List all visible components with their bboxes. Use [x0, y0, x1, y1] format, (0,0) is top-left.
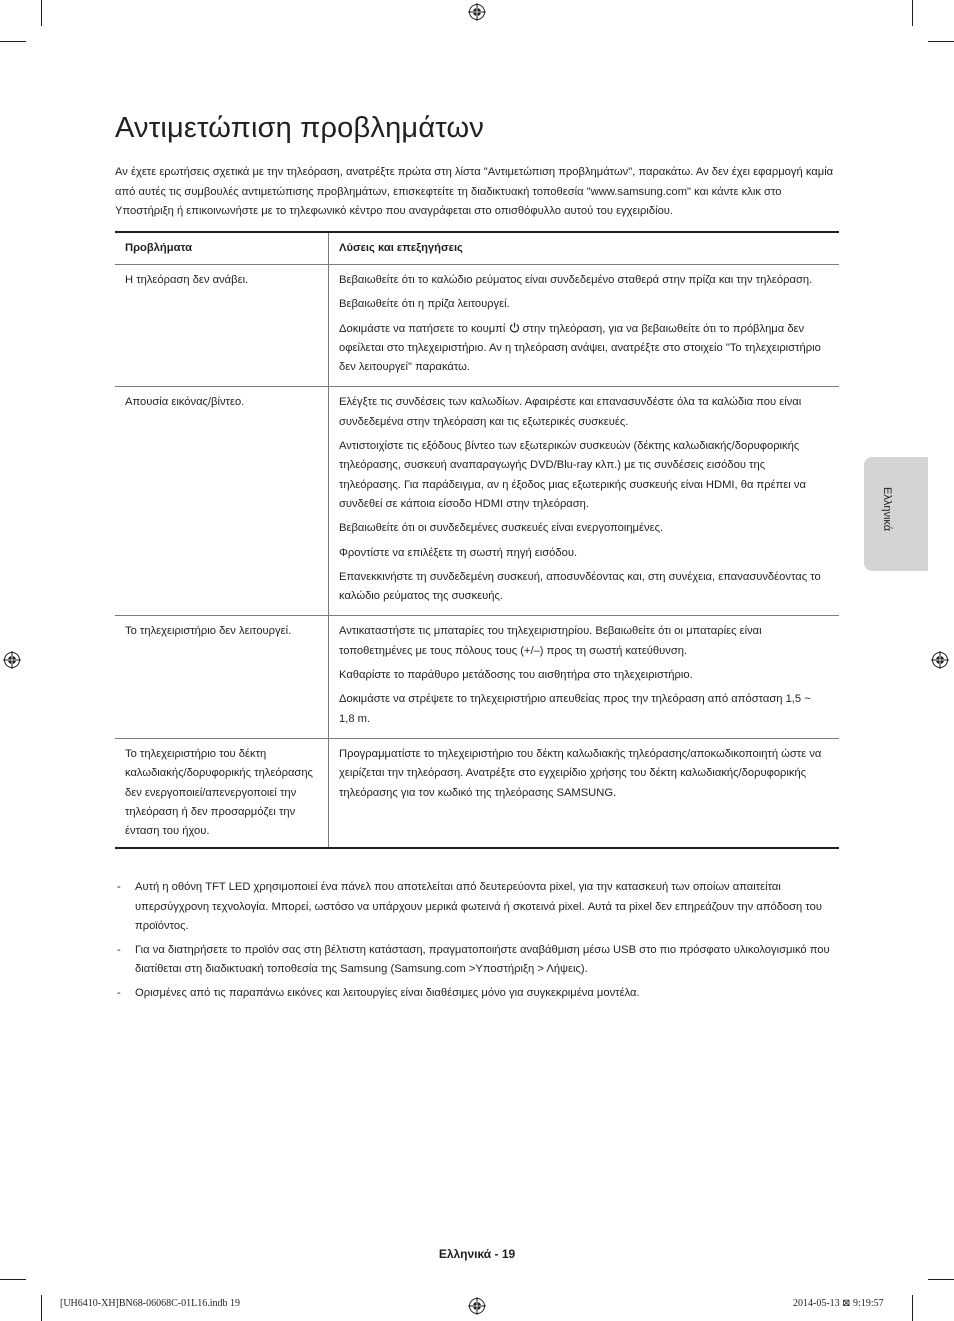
crop-mark	[912, 1295, 913, 1321]
problem-cell: Το τηλεχειριστήριο του δέκτη καλωδιακής/δορυφορικής τηλεόρασης δεν ενεργοποιεί/απενεργοποιεί την τηλεόραση ή δεν προσαρμόζει την ένταση του ήχου.	[115, 738, 329, 848]
solutions-cell	[329, 265, 840, 387]
table-row	[115, 738, 839, 848]
page-footer: Ελληνικά - 19	[438, 1247, 516, 1261]
note-item	[115, 941, 840, 980]
note-text: Ορισμένες από τις παραπάνω εικόνες και λειτουργίες είναι διαθέσιμες μόνο για συγκεκριμένα μοντέλα.	[135, 986, 640, 999]
problem-cell: Η τηλεόραση δεν ανάβει.	[115, 265, 329, 387]
solution-text: Ελέγξτε τις συνδέσεις των καλωδίων. Αφαιρέστε και επανασυνδέστε όλα τα καλώδια που είναι συνδεδεμένα στην τηλεόραση και τις εξωτερικές συσκευές.	[339, 396, 802, 428]
column-header-problems: Προβλήματα	[115, 232, 329, 265]
crop-mark	[0, 41, 26, 42]
registration-mark-icon	[931, 651, 949, 669]
print-slug-file: [UH6410-XH]BN68-06068C-01L16.indb 19	[60, 1298, 240, 1309]
crop-mark	[41, 1295, 42, 1321]
table-row	[115, 616, 839, 738]
problem-cell: Απουσία εικόνας/βίντεο.	[115, 387, 329, 616]
troubleshooting-table	[115, 231, 839, 849]
solution-text: Αντιστοιχίστε τις εξόδους βίντεο των εξωτερικών συσκευών (δέκτης καλωδιακής/δορυφορικής τηλεόρασης, συσκευή αναπαραγωγής DVD/Blu-ray κλπ.) με τις συνδέσεις εισόδου της τηλεόρασης. Για παράδειγμα, αν η έξοδος μιας εξωτερικής συσκευής είναι HDMI, θα πρέπει να συνδεθεί σε κάποια είσοδο HDMI στην τηλεόραση.	[339, 440, 806, 510]
page-title: Αντιμετώπιση προβλημάτων	[115, 112, 485, 144]
crop-mark	[912, 0, 913, 26]
table-row	[115, 387, 839, 616]
crop-mark	[41, 0, 42, 26]
column-header-solutions: Λύσεις και επεξηγήσεις	[329, 232, 840, 265]
crop-mark	[0, 1279, 26, 1280]
registration-mark-icon	[468, 3, 486, 21]
solution-text: Φροντίστε να επιλέξετε τη σωστή πηγή εισόδου.	[339, 546, 578, 559]
notes-list	[115, 878, 840, 1007]
table-row	[115, 265, 839, 387]
solution-text: Βεβαιωθείτε ότι το καλώδιο ρεύματος είναι συνδεδεμένο σταθερά στην πρίζα και την τηλεόραση.	[339, 274, 813, 286]
note-text: Αυτή η οθόνη TFT LED χρησιμοποιεί ένα πάνελ που αποτελείται από δευτερεύοντα pixel, για την κατασκευή των οποίων απαιτείται υπερσύγχρονη τεχνολογία. Μπορεί, ωστόσο να υπάρχουν μερικά φωτεινά ή σκοτεινά pixel. Αυτά τα pixel δεν επηρεάζουν την απόδοση του προϊόντος.	[135, 881, 822, 932]
solution-text: Επανεκκινήστε τη συνδεδεμένη συσκευή, αποσυνδέοντας και, στη συνέχεια, επανασυνδέοντας το καλώδιο ρεύματος της συσκευής.	[339, 570, 821, 603]
solution-text: Βεβαιωθείτε ότι η πρίζα λειτουργεί.	[339, 298, 510, 311]
note-marker: -	[117, 943, 121, 956]
crop-mark	[928, 41, 954, 42]
solution-text-after-icon: στην τηλεόραση, για να βεβαιωθείτε ότι το πρόβλημα δεν οφείλεται στο τηλεχειριστήριο. Αν η τηλεόραση ανάψει, ανατρέξτε στο στοιχείο "Το τηλεχειριστήριο δεν λειτουργεί" παρακάτω.	[339, 322, 821, 374]
registration-mark-icon	[3, 651, 21, 669]
table-header-row	[115, 232, 839, 265]
problem-cell: Το τηλεχειριστήριο δεν λειτουργεί.	[115, 616, 329, 738]
print-slug-timestamp: 2014-05-13 ⊠ 9:19:57	[793, 1298, 884, 1309]
note-marker: -	[117, 881, 121, 893]
solution-text: Προγραμματίστε το τηλεχειριστήριο του δέκτη καλωδιακής τηλεόρασης/αποκωδικοποιητή ώστε να χειρίζεται την τηλεόραση. Ανατρέξτε στο εγχειρίδιο χρήσης του δέκτη καλωδιακής/δορυφορικής τηλεόρασης για τον κωδικό της τηλεόρασης SAMSUNG.	[339, 747, 822, 799]
registration-mark-icon	[468, 1297, 486, 1315]
note-item	[115, 984, 840, 1004]
note-marker: -	[117, 986, 121, 999]
note-text: Για να διατηρήσετε το προϊόν σας στη βέλτιστη κατάσταση, πραγματοποιήστε αναβάθμιση μέσω USB στο πιο πρόσφατο υλικολογισμικό που διατίθεται στη διαδικτυακή τοποθεσία της Samsung (Samsung.com >Υποστήριξη > Λήψεις).	[135, 943, 830, 975]
solution-text	[339, 320, 829, 378]
solutions-cell	[329, 387, 840, 616]
language-side-tab-label: Ελληνικά	[881, 487, 893, 532]
solutions-cell	[329, 616, 840, 738]
crop-mark	[928, 1279, 954, 1280]
language-side-tab	[864, 457, 928, 571]
solution-text: Δοκιμάστε να στρέψετε το τηλεχειριστήριο απευθείας προς την τηλεόραση από απόσταση 1,5 ~ 1,8 m.	[339, 693, 811, 725]
solution-text-before-icon: Δοκιμάστε να πατήσετε το κουμπί	[339, 322, 506, 335]
solutions-cell	[329, 738, 840, 848]
solution-text: Αντικαταστήστε τις μπαταρίες του τηλεχειριστηρίου. Βεβαιωθείτε ότι οι μπαταρίες είναι τοποθετημένες με τους πόλους τους (+/–) προς τη σωστή κατεύθυνση.	[339, 625, 762, 657]
solution-text: Βεβαιωθείτε ότι οι συνδεδεμένες συσκευές είναι ενεργοποιημένες.	[339, 522, 664, 535]
intro-paragraph: Αν έχετε ερωτήσεις σχετικά με την τηλεόραση, ανατρέξτε πρώτα στη λίστα "Αντιμετώπιση προβλημάτων", παρακάτω. Αν δεν έχει εφαρμογή καμία από αυτές τις συμβουλές αντιμετώπισης προβλημάτων, επισκεφτείτε τη διαδικτυακή τοποθεσία "www.samsung.com" και κάντε κλικ στο Υποστήριξη ή επικοινωνήστε με το τηλεφωνικό κέντρο που αναγράφεται στο οπισθόφυλλο αυτού του εγχειριδίου.	[115, 166, 834, 217]
note-item	[115, 878, 840, 937]
solution-text: Καθαρίστε το παράθυρο μετάδοσης του αισθητήρα στο τηλεχειριστήριο.	[339, 669, 693, 682]
power-icon	[509, 321, 520, 332]
